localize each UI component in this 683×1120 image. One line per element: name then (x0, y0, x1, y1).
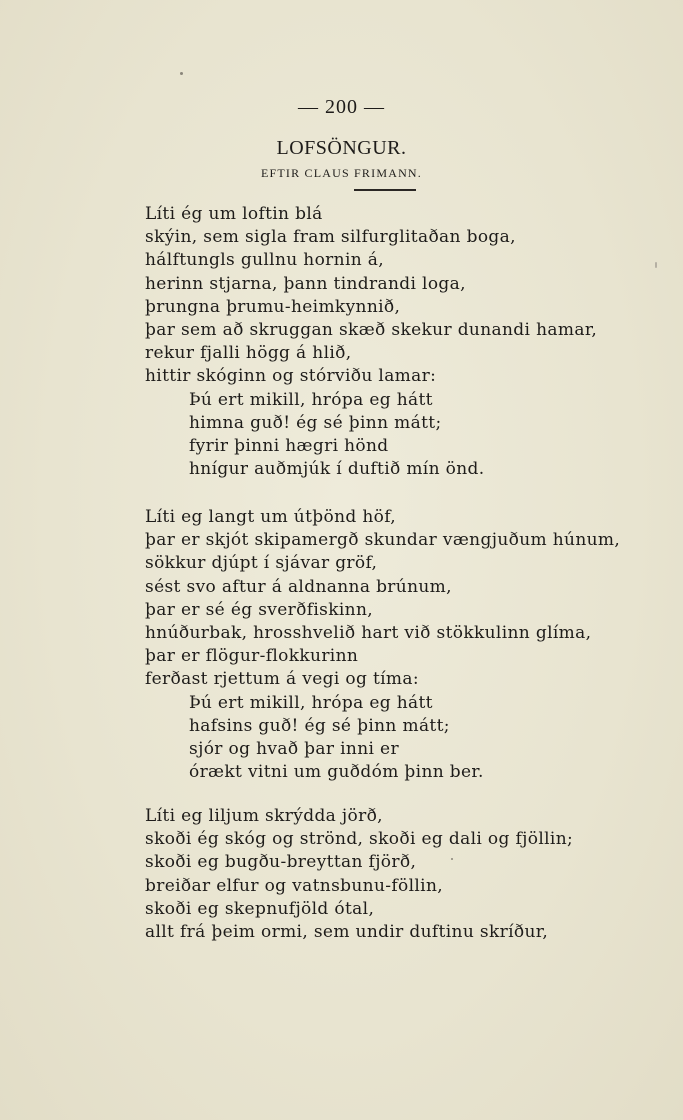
refrain-line: órækt vitni um guðdóm þinn ber. (189, 762, 484, 783)
stanza-2 (145, 506, 665, 784)
verse-line: breiðar elfur og vatnsbunu-föllin, (145, 875, 444, 896)
poem-title: LOFSÖNGUR. (276, 137, 407, 159)
verse-line: herinn stjarna, þann tindrandi loga, (145, 273, 466, 294)
refrain-line: fyrir þinni hægri hönd (189, 435, 389, 456)
verse-line: þar er sé ég sverðfiskinn, (145, 599, 374, 620)
refrain-line: Þú ert mikill, hrópa eg hátt (189, 692, 433, 713)
verse-line: þar er flögur-flokkurinn (145, 646, 359, 667)
verse-line: skýin, sem sigla fram silfurglitaðan boga, (145, 227, 516, 248)
verse-line: sést svo aftur á aldnanna brúnum, (145, 576, 452, 597)
verse-line: þrungna þrumu-heimkynnið, (145, 296, 401, 317)
verse-line: þar sem að skruggan skæð skekur dunandi hamar, (145, 319, 598, 340)
refrain-line: Þú ert mikill, hrópa eg hátt (189, 389, 433, 410)
refrain-line: sjór og hvað þar inni er (189, 738, 399, 759)
verse-line: skoði ég skóg og strönd, skoði eg dali og fjöllin; (145, 829, 574, 850)
verse-line: Líti ég um loftin blá (145, 204, 323, 224)
verse-line: hittir skóginn og stórviðu lamar: (145, 366, 437, 387)
verse-line: skoði eg skepnufjöld ótal, (145, 898, 375, 919)
verse-line: rekur fjalli högg á hlið, (145, 343, 352, 364)
verse-line: hnúðurbak, hrosshvelið hart við stökkulinn glíma, (145, 622, 592, 643)
verse-line: Líti eg langt um útþönd höf, (145, 507, 397, 527)
verse-line: Líti eg liljum skrýdda jörð, (145, 806, 383, 826)
stanza-3 (145, 805, 665, 944)
verse-line: hálftungls gullnu hornin á, (145, 250, 385, 271)
stanza-1 (145, 203, 665, 481)
verse-line: ferðast rjettum á vegi og tíma: (145, 669, 419, 690)
verse-line: þar er skjót skipamergð skundar vængjuðum húnum, (145, 530, 621, 551)
poem-author: EFTIR CLAUS FRIMANN. (260, 166, 422, 180)
refrain-line: hafsins guð! ég sé þinn mátt; (189, 715, 450, 736)
refrain-line: hnígur auðmjúk í duftið mín önd. (189, 459, 485, 480)
title-divider (354, 189, 416, 191)
page-number: — 200 — (298, 96, 385, 118)
paper-speck (180, 72, 183, 75)
refrain-line: himna guð! ég sé þinn mátt; (189, 412, 442, 433)
verse-line: allt frá þeim ormi, sem undir duftinu skríður, (145, 921, 549, 942)
verse-line: skoði eg bugðu-breyttan fjörð, (145, 852, 417, 873)
verse-line: sökkur djúpt í sjávar gröf, (145, 553, 378, 574)
